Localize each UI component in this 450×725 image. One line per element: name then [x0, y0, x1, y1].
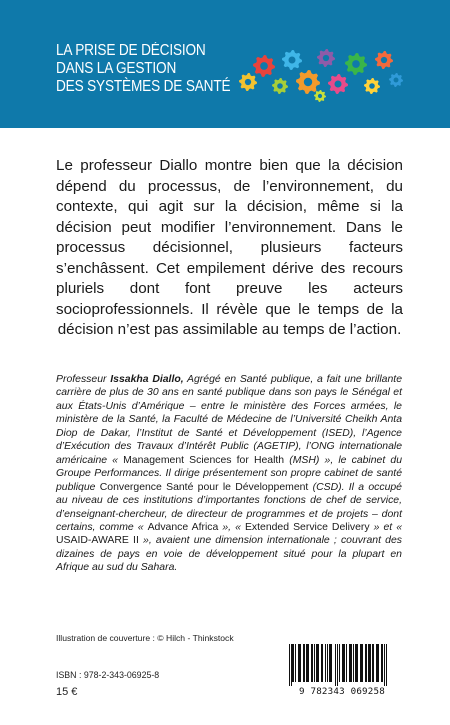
bio-msh: Management Sciences for Health	[123, 454, 285, 466]
barcode-bar	[303, 644, 305, 682]
barcode-bar	[353, 644, 354, 682]
barcode-bar	[291, 644, 292, 686]
isbn: ISBN : 978-2-343-06925-8	[56, 670, 160, 680]
gear-hole	[245, 79, 251, 85]
gear-hole	[289, 57, 296, 64]
gear-hole	[304, 78, 312, 86]
barcode	[283, 642, 401, 698]
barcode-bar	[386, 644, 387, 686]
summary-paragraph: Le professeur Diallo montre bien que la décision dépend du processus, de l’environnement, du contexte, qui agit sur la décision, même si la décision peut modifier l’environnement. Dans le processus décisionnel, plusieurs facteurs s’enchâssent. Cet empilement dérive des recours pluriels dont font preuve les acteurs socioprofessionnels. Il révèle que le temps de la décision n’est pas assimilable au temps de l’action.	[56, 157, 403, 338]
author-name: Issakha Diallo,	[110, 374, 184, 385]
bio-usaid: USAID-AWARE II	[56, 535, 139, 547]
barcode-bar	[349, 644, 352, 682]
barcode-bar	[298, 644, 301, 682]
barcode-digits: 9 782343 069258	[299, 686, 385, 697]
barcode-bar	[314, 644, 315, 682]
barcode-bar	[289, 644, 290, 686]
series-title-line-3: DES SYSTÈMES DE SANTÉ	[56, 78, 231, 95]
barcode-bar	[384, 644, 385, 686]
bio-text-1: Agrégé en Santé publique, a fait une brillante carrière de plus de 30 ans en santé publique dans son pays le Sénégal et aux États-Unis d’Amérique – entre le ministère des Forces armées, le ministère de la Santé, la Faculté de Médecine de l’Université Cheikh Anta Diop de Dakar, l’Institut de Santé et Développement (ISED), l’Agence d’Exécution des Travaux d’Intérêt Public (AGETIP), l’ONG internationale américaine «	[56, 374, 402, 466]
author-biography	[56, 373, 402, 575]
barcode-bar	[337, 644, 338, 686]
price: 15 €	[56, 686, 78, 698]
barcode-bar	[368, 644, 371, 682]
colorful-gears-icon	[234, 38, 406, 106]
series-title-line-1: LA PRISE DE DÉCISION	[56, 42, 206, 59]
barcode-bars	[283, 642, 401, 686]
bio-text-4: », «	[218, 521, 245, 533]
barcode-bar	[306, 644, 309, 682]
barcode-bar	[376, 644, 379, 682]
series-title-line-2: DANS LA GESTION	[56, 60, 177, 77]
barcode-bar	[342, 644, 345, 682]
bio-advance-africa: Advance Africa	[147, 521, 219, 533]
barcode-bar	[381, 644, 383, 682]
barcode-bar	[327, 644, 328, 682]
gear-hole	[260, 62, 268, 70]
barcode-bar	[355, 644, 358, 682]
barcode-bar	[325, 644, 326, 682]
bio-csd: Convergence Santé pour le Développement	[99, 481, 309, 493]
barcode-bar	[365, 644, 367, 682]
series-header-band	[0, 0, 450, 128]
gear-hole	[277, 83, 283, 89]
barcode-bar	[316, 644, 319, 682]
barcode-bar	[339, 644, 340, 682]
gear-hole	[369, 83, 375, 89]
gear-hole	[352, 60, 360, 68]
gear-hole	[335, 81, 342, 88]
series-title	[56, 42, 231, 96]
bio-prefix: Professeur	[56, 374, 111, 385]
gear-hole	[381, 57, 387, 63]
bio-esd: Extended Service Delivery	[244, 521, 370, 533]
barcode-bar	[311, 644, 313, 682]
bio-text-5: » et «	[369, 521, 403, 533]
barcode-bar	[346, 644, 347, 682]
bio-text-2: (MSH) », le cabinet du Groupe Performances. Il dirige présentement son propre cabinet de santé publique	[56, 454, 402, 493]
gear-hole	[318, 94, 322, 98]
barcode-bar	[335, 644, 336, 686]
bio-text-6: », avaient une dimension internationale ; couvrant des dizaines de pays en voie de développement situé pour la plupart en Afrique au sud du Sahara.	[56, 535, 402, 574]
barcode-bar	[292, 644, 294, 682]
barcode-bar	[321, 644, 323, 682]
barcode-bar	[372, 644, 374, 682]
bio-text-3: (CSD). Il a occupé au niveau de ces institutions d’importantes fonctions de chef de service, d’enseignant-chercheur, de directeur de programmes et de projets – dont certains, comme «	[56, 481, 402, 533]
gear-hole	[323, 55, 329, 61]
gear-hole	[394, 78, 399, 83]
barcode-bar	[329, 644, 332, 682]
barcode-bar	[295, 644, 296, 682]
cover-credit: Illustration de couverture : © Hilch - Thinkstock	[56, 633, 234, 643]
barcode-bar	[360, 644, 363, 682]
